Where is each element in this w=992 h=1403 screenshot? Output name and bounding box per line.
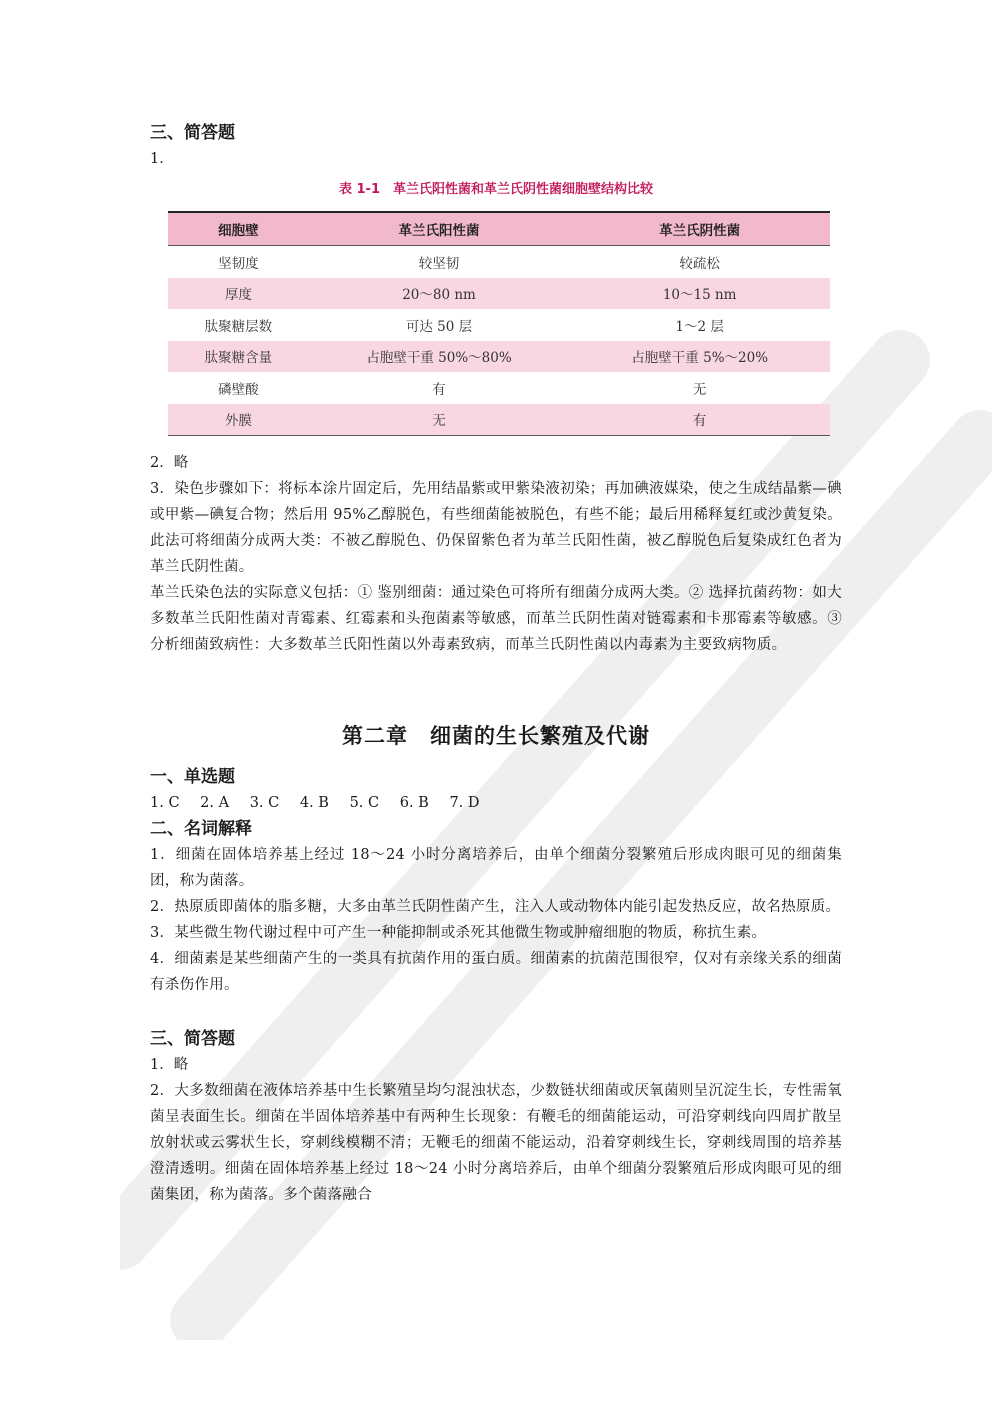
short-answer-2: 2．大多数细菌在液体培养基中生长繁殖呈均匀混浊状态，少数链状细菌或厌氧菌则呈沉淀生长，专性需氧菌呈表面生长。细菌在半固体培养基中有两种生长现象：有鞭毛的细菌能运动，可沿穿刺线向四周扩散呈放射状或云雾状生长，穿刺线模糊不清；无鞭毛的细菌不能运动，沿着穿刺线生长，穿刺线周围的培养基澄清透明。细菌在固体培养基上经过 18～24 小时分离培养后，由单个细菌分裂繁殖后形成肉眼可见的细菌集团，称为菌落。多个菌落融合 [150, 1083, 842, 1203]
term-definition: 4．细菌素是某些细菌产生的一类具有抗菌作用的蛋白质。细菌素的抗菌范围很窄，仅对有亲缘关系的细菌有杀伤作用。 [150, 951, 842, 993]
table-cell: 较疏松 [679, 255, 720, 272]
term-definition: 1．细菌在固体培养基上经过 18～24 小时分离培养后，由单个细菌分裂繁殖后形成肉眼可见的细菌集团，称为菌落。 [150, 847, 842, 889]
comparison-table [168, 211, 830, 436]
table-caption: 表 1-1 革兰氏阳性菌和革兰氏阴性菌细胞壁结构比较 [338, 182, 653, 197]
mcq-answer: 7. D [449, 795, 480, 811]
table-header-cell: 细胞壁 [168, 212, 309, 246]
table-cell: 肽聚糖含量 [204, 350, 273, 367]
table-cell: 无 [309, 404, 570, 436]
table-cell: 较坚韧 [418, 255, 460, 272]
mcq-answer: 5. C [349, 795, 380, 811]
table-cell: 肽聚糖层数 [204, 318, 273, 335]
question-1-label: 1． [150, 151, 174, 167]
mcq-answer: 4. B [299, 795, 329, 811]
table-row [168, 309, 830, 341]
table-cell: 无 [692, 381, 707, 398]
section-heading-short-answer: 三、简答题 [150, 123, 235, 143]
table-cell: 有 [569, 404, 830, 436]
table-cell: 厚度 [224, 287, 252, 304]
mcq-answer: 1. C [150, 795, 180, 811]
section-heading-short-answer-2: 三、简答题 [150, 1029, 235, 1049]
table-cell: 有 [432, 381, 446, 398]
section-heading-mcq: 一、单选题 [150, 767, 235, 787]
table-row [168, 341, 830, 373]
question-3-significance: 革兰氏染色法的实际意义包括：① 鉴别细菌：通过染色可将所有细菌分成两大类。② 选择抗菌药物：如大多数革兰氏阳性菌对青霉素、红霉素和头孢菌素等敏感，而革兰氏阴性菌对链霉素和卡那霉素等敏感。③ 分析细菌致病性：大多数革兰氏阳性菌以外毒素致病，而革兰氏阴性菌以内毒素为主要致病物质。 [150, 585, 842, 653]
table-header-cell: 革兰氏阴性菌 [569, 212, 830, 246]
term-definition: 2．热原质即菌体的脂多糖，大多由革兰氏阴性菌产生，注入人或动物体内能引起发热反应，故名热原质。 [150, 899, 841, 915]
table-cell: 20～80 nm [402, 287, 476, 304]
table-header-cell: 革兰氏阳性菌 [309, 212, 570, 246]
table-row [168, 372, 830, 404]
question-3-answer: 3．染色步骤如下：将标本涂片固定后，先用结晶紫或甲紫染液初染；再加碘液媒染，使之生成结晶紫—碘或甲紫—碘复合物；然后用 95%乙醇脱色，有些细菌能被脱色，有些不能；最后用稀释复红或沙黄复染。此法可将细菌分成两大类：不被乙醇脱色、仍保留紫色者为革兰氏阳性菌，被乙醇脱色后复染成红色者为革兰氏阴性菌。 [150, 481, 842, 575]
mcq-answer: 3. C [249, 795, 280, 811]
mcq-answer: 2. A [200, 795, 230, 811]
table-cell: 可达 50 层 [405, 318, 473, 335]
section-heading-terms: 二、名词解释 [150, 819, 252, 839]
table-cell: 占胞壁干重 50%～80% [366, 350, 512, 367]
short-answer-1: 1．略 [150, 1057, 189, 1073]
table-cell: 占胞壁干重 5%～20% [631, 350, 769, 367]
mcq-answer: 6. B [399, 795, 429, 811]
table-cell: 坚韧度 [218, 255, 259, 272]
question-2-answer: 2．略 [150, 455, 189, 471]
table-cell: 外膜 [168, 404, 309, 436]
mcq-answers [150, 790, 842, 816]
term-definition: 3．某些微生物代谢过程中可产生一种能抑制或杀死其他微生物或肿瘤细胞的物质，称抗生素。 [150, 925, 767, 941]
table-row [168, 246, 830, 278]
table-row [168, 278, 830, 310]
table-row [168, 404, 830, 436]
table-cell: 10～15 nm [662, 287, 737, 304]
document-page [150, 120, 842, 1208]
table-cell: 磷壁酸 [218, 381, 259, 398]
table-cell: 1～2 层 [675, 318, 724, 335]
chapter-title: 第二章 细菌的生长繁殖及代谢 [342, 724, 650, 748]
